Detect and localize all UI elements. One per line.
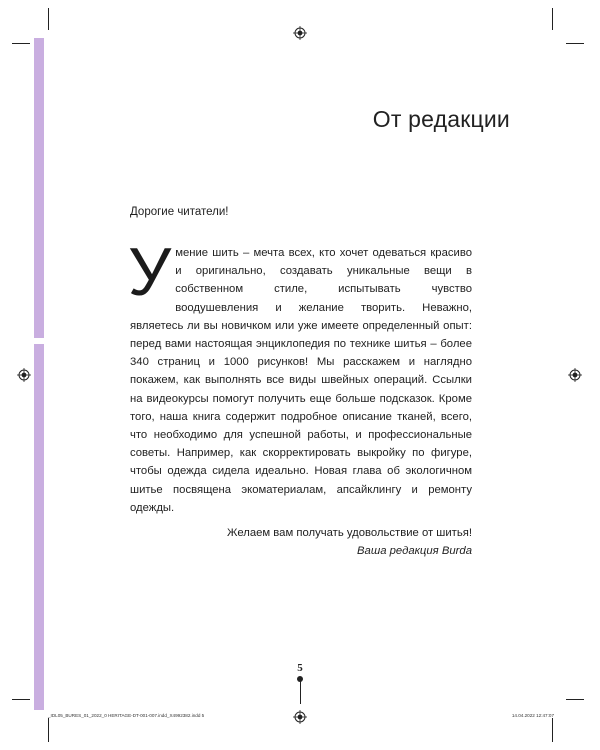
- crop-mark-top-left-vertical: [48, 8, 49, 30]
- page-number: 5: [297, 662, 303, 674]
- side-band-notch: [34, 338, 44, 344]
- crop-mark-top-right-vertical: [552, 8, 553, 30]
- page-number-rule: [300, 678, 301, 704]
- editorial-body-text: мение шить – мечта всех, кто хочет одеваться красиво и оригинально, создавать уникальные вещи в собственном стиле, испытывать чувство воодушевления и желание творить. Неважно, являетесь ли вы новичком или уже имеете определенный опыт: перед вами настоящая энциклопедия по технике шитья – более 340 страниц и 1000 рисунков! Мы расскажем и наглядно покажем, как выполнять все виды швейных операций. Ссылки на видеокурсы помогут получить еще больше подсказок. Кроме того, наша книга содержит подробное описание тканей, всего, что необходимо для успешной работы, и профессиональные советы. Например, как скорректировать выкройку по фигуре, чтобы одежда сидела идеально. Новая глава об экологичном шитье посвящена экоматериалам, апсайклингу и ремонту одежды.: [130, 247, 472, 514]
- signature: Ваша редакция Burda: [357, 545, 472, 557]
- crop-mark-top-left-horizontal: [12, 43, 30, 44]
- editorial-paragraph: [128, 234, 472, 517]
- registration-mark-icon: [17, 368, 31, 382]
- print-slug-timestamp: 14.04.2022 12:47:07: [511, 713, 554, 718]
- registration-mark-icon: [293, 710, 307, 724]
- crop-mark-bottom-right-horizontal: [566, 699, 584, 700]
- crop-mark-bottom-left-vertical: [48, 718, 49, 742]
- registration-mark-icon: [293, 26, 307, 40]
- drop-cap: У: [128, 234, 172, 310]
- crop-mark-top-right-horizontal: [566, 43, 584, 44]
- page-title: От редакции: [372, 106, 510, 132]
- greeting-line: Дорогие читатели!: [130, 206, 229, 218]
- print-slug-file: _IDL05_BURES_01_2022_0 HERITAGE-DT-001-007.indd_X4992382.indd 5: [48, 713, 205, 718]
- crop-mark-bottom-right-vertical: [552, 718, 553, 742]
- crop-mark-bottom-left-horizontal: [12, 699, 30, 700]
- registration-mark-icon: [568, 368, 582, 382]
- side-color-band: [34, 38, 44, 710]
- closing-line: Желаем вам получать удовольствие от шитья!: [227, 527, 472, 539]
